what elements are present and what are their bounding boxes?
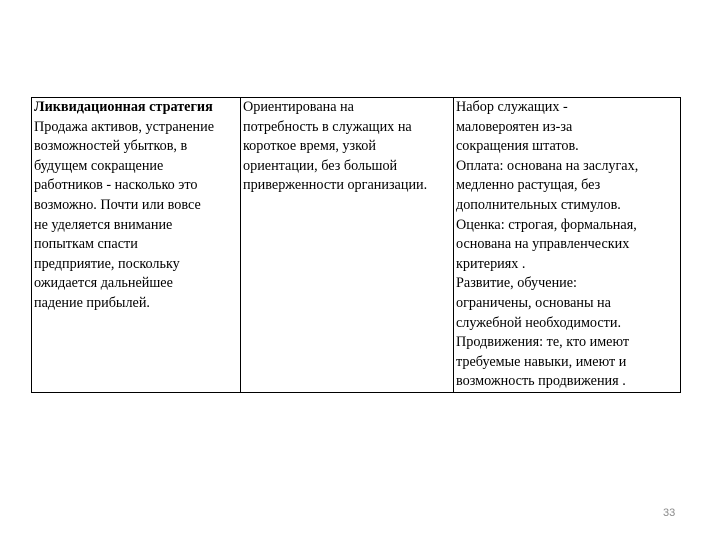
- strategy-line: будущем сокращение: [34, 157, 164, 174]
- strategy-line: возможно. Почти или вовсе: [34, 196, 201, 213]
- orientation-cell: [241, 98, 454, 393]
- hr-policy-line: требуемые навыки, имеют и: [456, 353, 627, 370]
- strategy-table: [31, 97, 681, 393]
- strategy-line: Продажа активов, устранение: [34, 118, 214, 135]
- strategy-line: работников - насколько это: [34, 177, 198, 194]
- strategy-line: не уделяется внимание: [34, 216, 173, 233]
- strategy-line: возможностей убытков, в: [34, 138, 188, 155]
- strategy-line: попыткам спасти: [34, 236, 138, 253]
- strategy-line: падение прибылей.: [34, 294, 150, 311]
- page-number: 33: [663, 507, 676, 519]
- hr-policy-line: маловероятен из-за: [456, 118, 573, 135]
- hr-policy-line: ограничены, основаны на: [456, 294, 611, 311]
- table-row: [32, 98, 681, 393]
- hr-policy-line: критериях .: [456, 255, 526, 272]
- strategy-line: предприятие, поскольку: [34, 255, 180, 272]
- hr-policy-line: сокращения штатов.: [456, 138, 579, 155]
- strategy-cell: [32, 98, 241, 393]
- hr-policy-line: Набор служащих -: [456, 99, 568, 115]
- strategy-title: Ликвидационная стратегия: [34, 99, 213, 115]
- hr-policy-line: основана на управленческих: [456, 236, 630, 253]
- orientation-line: Ориентирована на: [243, 99, 354, 115]
- orientation-line: ориентации, без большой: [243, 157, 398, 174]
- hr-policy-line: Развитие, обучение:: [456, 275, 577, 292]
- hr-policy-line: служебной необходимости.: [456, 314, 622, 331]
- hr-policy-line: медленно растущая, без: [456, 177, 601, 194]
- orientation-line: потребность в служащих на: [243, 118, 412, 135]
- hr-policy-line: Оценка: строгая, формальная,: [456, 216, 637, 233]
- hr-policy-line: Оплата: основана на заслугах,: [456, 157, 639, 174]
- hr-policy-line: дополнительных стимулов.: [456, 196, 621, 213]
- orientation-line: короткое время, узкой: [243, 138, 376, 155]
- strategy-line: ожидается дальнейшее: [34, 275, 173, 292]
- hr-policy-line: Продвижения: те, кто имеют: [456, 334, 630, 351]
- orientation-line: приверженности организации.: [243, 177, 428, 194]
- hr-policy-cell: [454, 98, 681, 393]
- hr-policy-line: возможность продвижения .: [456, 373, 626, 390]
